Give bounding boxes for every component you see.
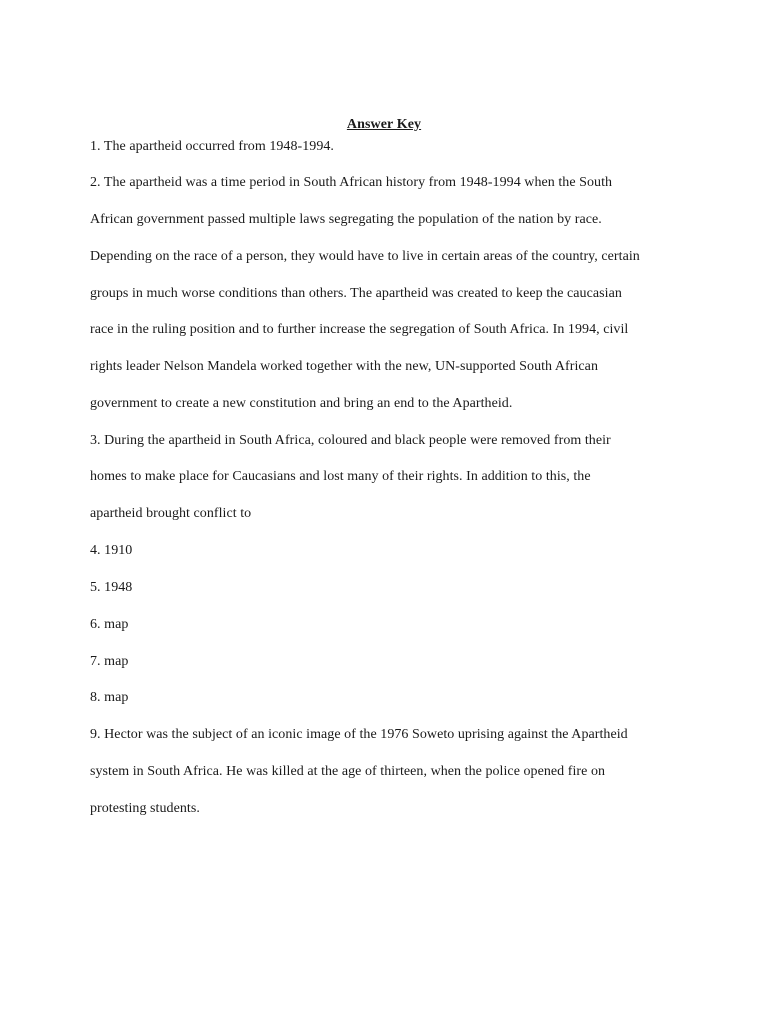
answer-3-line-2: homes to make place for Caucasians and lost many of their rights. In addition to this, the	[90, 469, 591, 484]
answer-9-line-3: protesting students.	[90, 801, 200, 816]
answer-2-line-3: Depending on the race of a person, they would have to live in certain areas of the country, certain	[90, 249, 640, 264]
answer-2-line-1: 2. The apartheid was a time period in South African history from 1948-1994 when the South	[90, 175, 613, 190]
answer-6: 6. map	[90, 617, 129, 632]
answer-8: 8. map	[90, 690, 129, 705]
answer-2-line-5: race in the ruling position and to further increase the segregation of South Africa. In 1994, civil	[90, 322, 629, 337]
answer-2-line-6: rights leader Nelson Mandela worked together with the new, UN-supported South African	[90, 359, 598, 374]
answer-3-line-3: apartheid brought conflict to	[90, 506, 252, 521]
document-title: Answer Key	[346, 117, 422, 132]
answer-7: 7. map	[90, 654, 129, 669]
answer-3-line-1: 3. During the apartheid in South Africa, coloured and black people were removed from their	[90, 433, 611, 448]
answer-9-line-1: 9. Hector was the subject of an iconic image of the 1976 Soweto uprising against the Apartheid	[90, 727, 628, 742]
answer-9-line-2: system in South Africa. He was killed at the age of thirteen, when the police opened fire on	[90, 764, 606, 779]
answer-1-line-1: 1. The apartheid occurred from 1948-1994.	[90, 139, 334, 154]
answer-5: 5. 1948	[90, 580, 133, 595]
answer-2-line-4: groups in much worse conditions than others. The apartheid was created to keep the caucasian	[90, 286, 622, 301]
answer-2-line-2: African government passed multiple laws segregating the population of the nation by race.	[90, 212, 602, 227]
answer-2-line-7: government to create a new constitution and bring an end to the Apartheid.	[90, 396, 513, 411]
answer-4: 4. 1910	[90, 543, 133, 558]
